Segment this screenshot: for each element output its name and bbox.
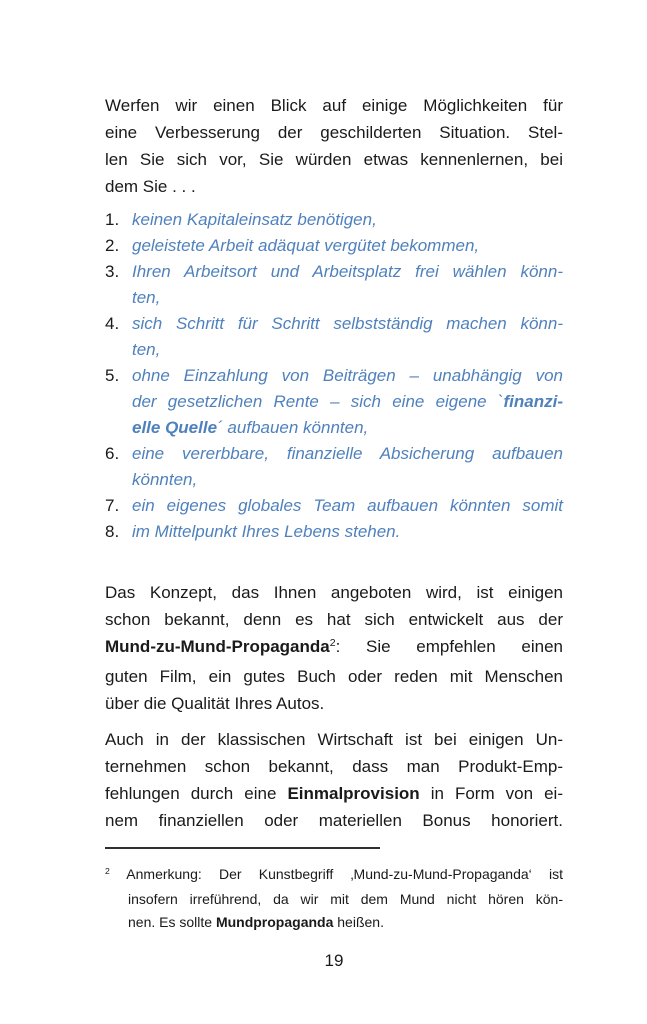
text-segment: heißen. [333,914,384,930]
text-line [105,807,563,834]
text-segment: eine vererbbare, finanzielle Absicherung aufbauen [132,444,563,463]
text-segment: Einmalprovision [287,784,420,803]
text-segment: ohne Einzahlung von Beiträgen – unabhängig von [132,366,563,385]
text-segment: der gesetzlichen Rente – sich eine eigene ` [132,392,504,411]
benefits-list [105,207,563,545]
text-segment: guten Film, ein gutes Buch oder reden mit Menschen [105,667,563,686]
list-item-number: 7. [105,496,120,515]
list-item [105,259,563,311]
text-segment: könnten, [132,470,198,489]
list-item [105,363,563,441]
page-number: 19 [324,951,344,970]
list-item-text [132,519,563,545]
text-segment: Mund-zu-Mund-Propaganda [105,637,330,656]
text-segment: len Sie sich vor, Sie würden etwas kennenlernen, bei [105,150,563,169]
text-line [132,493,563,519]
text-line [105,146,563,173]
text-line [105,92,563,119]
text-segment: Ihren Arbeitsort und Arbeitsplatz frei wählen könn- [132,262,563,281]
text-segment: finanzi- [503,392,563,411]
text-line [132,207,563,233]
text-line [132,259,563,285]
list-item [105,233,563,259]
text-line [105,663,563,690]
list-item-text [132,311,563,363]
text-segment: Werfen wir einen Blick auf einige Möglichkeiten für [105,96,563,115]
text-segment: nen. Es sollte [128,914,216,930]
text-line [105,888,563,911]
text-segment: sich Schritt für Schritt selbstständig machen könn- [132,314,563,333]
text-line [105,606,563,633]
text-segment: ten, [132,340,161,359]
text-segment: eine Verbesserung der geschilderten Situation. Stel- [105,123,563,142]
list-item-number: 6. [105,444,120,463]
list-item [105,311,563,363]
list-item-number: 2. [105,236,120,255]
text-line [132,519,563,545]
text-line [132,233,563,259]
list-item-text [132,233,563,259]
text-line [105,579,563,606]
text-line [132,285,563,311]
text-segment: Das Konzept, das Ihnen angeboten wird, ist einigen [105,583,563,602]
list-item [105,519,563,545]
list-item-text [132,363,563,441]
text-line [105,780,563,807]
footnote-rule [105,847,380,849]
list-item [105,493,563,519]
text-segment: Auch in der klassischen Wirtschaft ist bei einigen Un- [105,730,563,749]
text-segment: elle Quelle [132,418,218,437]
text-segment: keinen Kapitaleinsatz benötigen, [132,210,377,229]
list-item-number: 3. [105,262,120,281]
text-segment: nem finanziellen oder materiellen Bonus honoriert. [105,811,563,830]
list-item-number: 4. [105,314,120,333]
text-line [105,119,563,146]
text-segment: geleistete Arbeit adäquat vergütet bekommen, [132,236,480,255]
list-item [105,207,563,233]
text-line [105,173,563,200]
text-segment: im Mittelpunkt Ihres Lebens stehen. [132,522,401,541]
footnote-reference-marker: 2 [105,866,110,877]
text-line [105,726,563,753]
text-line [132,363,563,389]
paragraph-wirtschaft [105,726,563,834]
text-segment: ternehmen schon bekannt, dass man Produkt-Emp- [105,757,563,776]
text-segment: schon bekannt, denn es hat sich entwickelt aus der [105,610,563,629]
text-segment: fehlungen durch eine [105,784,288,803]
text-segment: Anmerkung: Der Kunstbegriff ‚Mund-zu-Mund-Propaganda‘ ist [109,866,563,882]
text-line [105,863,563,888]
text-segment: über die Qualität Ihres Autos. [105,694,325,713]
text-segment: ´ aufbauen könnten, [217,418,369,437]
text-line [132,389,563,415]
list-item-text [132,493,563,519]
text-line [105,690,563,717]
intro-paragraph [105,92,563,200]
text-line [105,633,563,663]
page-content [105,92,563,973]
text-segment: dem Sie . . . [105,177,196,196]
text-segment: ein eigenes globales Team aufbauen könnten somit [132,496,563,515]
text-line [132,415,563,441]
paragraph-konzept [105,579,563,717]
text-segment: : Sie empfehlen einen [335,637,563,656]
list-item-text [132,259,563,311]
list-item-number: 5. [105,366,120,385]
list-item-text [132,207,563,233]
footnote-reference-marker: 2 [329,637,336,650]
text-line [132,467,563,493]
footnote [105,863,563,934]
text-segment: insofern irreführend, da wir mit dem Mund nicht hören kön- [128,891,563,907]
text-line [132,311,563,337]
list-item-text [132,441,563,493]
text-segment: Mundpropaganda [215,914,334,930]
list-item-number: 8. [105,522,120,541]
text-segment: ten, [132,288,161,307]
list-item [105,441,563,493]
text-line [132,337,563,363]
text-line [105,753,563,780]
text-segment: in Form von ei- [419,784,563,803]
text-line [132,441,563,467]
list-item-number: 1. [105,210,120,229]
text-line [105,911,563,934]
